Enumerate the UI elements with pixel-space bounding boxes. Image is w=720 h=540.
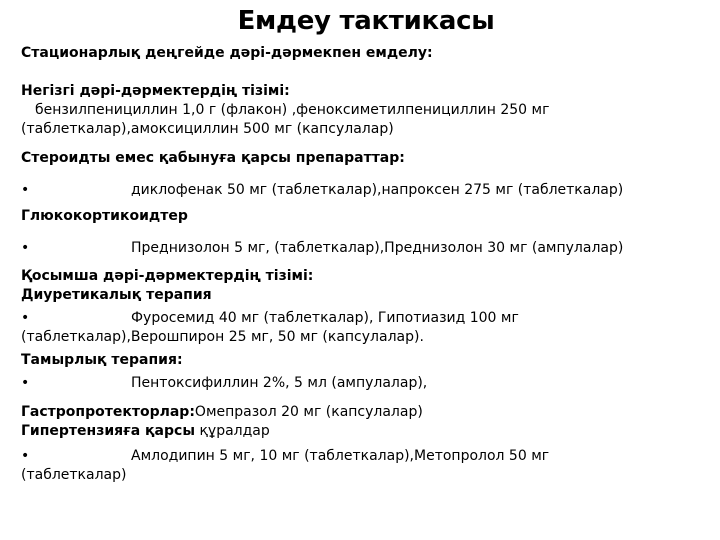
diuretic-item-text: Фуросемид 40 мг (таблеткалар), Гипотиазид 100 мг	[131, 310, 519, 326]
bullet-icon: •	[21, 310, 30, 326]
bullet-icon: •	[21, 240, 30, 256]
antihypertensive-list-item	[21, 447, 711, 466]
main-list-line-2: (таблеткалар),амоксициллин 500 мг (капсулалар)	[21, 121, 394, 137]
additional-list-heading: Қосымша дәрі-дәрмектердің тізімі:	[21, 268, 314, 284]
diuretic-item-continuation: (таблеткалар),Верошпирон 25 мг, 50 мг (капсулалар).	[21, 329, 424, 345]
main-list-heading: Негізгі дәрі-дәрмектердің тізімі:	[21, 83, 290, 99]
glucocorticoid-heading: Глюкокортикоидтер	[21, 208, 188, 224]
bullet-icon: •	[21, 448, 30, 464]
gastroprotector-label: Гастропротекторлар:	[21, 404, 195, 420]
antihypertensive-item-continuation: (таблеткалар)	[21, 467, 127, 483]
vascular-heading: Тамырлық терапия:	[21, 352, 183, 368]
bullet-icon: •	[21, 375, 30, 391]
antihypertensive-value: құралдар	[195, 423, 270, 439]
main-list-line-1: бензилпенициллин 1,0 г (флакон) ,феноксиметилпенициллин 250 мг	[35, 102, 550, 118]
spacer	[21, 63, 711, 82]
gastroprotector-value: Омепразол 20 мг (капсулалар)	[194, 404, 423, 420]
glucocorticoid-list-item	[21, 239, 711, 258]
antihypertensive-label: Гипертензияға қарсы	[21, 423, 195, 439]
diuretic-list-item	[21, 309, 711, 328]
bullet-icon: •	[21, 182, 30, 198]
nsaid-item-text: диклофенак 50 мг (таблеткалар),напроксен 275 мг (таблеткалар)	[131, 182, 624, 198]
nsaid-list-item	[21, 181, 711, 200]
antihypertensive-line	[21, 422, 711, 441]
antihypertensive-item-text: Амлодипин 5 мг, 10 мг (таблеткалар),Метопролол 50 мг	[131, 448, 550, 464]
slide-content	[21, 44, 711, 485]
gastroprotector-line	[21, 403, 711, 422]
stationary-heading: Стационарлық деңгейде дәрі-дәрмекпен емделу:	[21, 45, 433, 61]
vascular-item-text: Пентоксифиллин 2%, 5 мл (ампулалар),	[131, 375, 428, 391]
slide-title: Емдеу тактикасы	[237, 6, 495, 36]
vascular-list-item	[21, 374, 711, 393]
nsaid-heading: Стероидты емес қабынуға қарсы препараттар:	[21, 150, 405, 166]
diuretic-heading: Диуретикалық терапия	[21, 287, 212, 303]
glucocorticoid-item-text: Преднизолон 5 мг, (таблеткалар),Преднизолон 30 мг (ампулалар)	[131, 240, 624, 256]
